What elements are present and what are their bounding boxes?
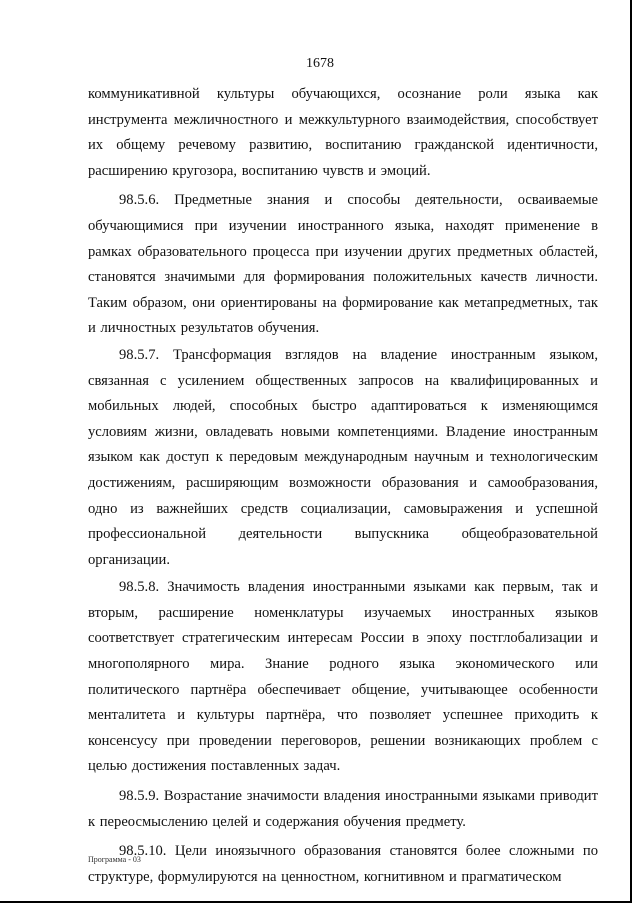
paragraph-continuation: коммуникативной культуры обучающихся, осознание роли языка как инструмента межличностного и межкультурного взаимодействия, способствует их общему речевому развитию, воспитанию гражданской идентичности, расширению кругозора, воспитанию чувств и эмоций. <box>88 86 598 179</box>
paragraph-98-5-10: 98.5.10. Цели иноязычного образования становятся более сложными по структуре, формулируются на ценностном, когнитивном и прагматическом <box>88 843 598 885</box>
paragraph-98-5-7: 98.5.7. Трансформация взглядов на владение иностранным языком, связанная с усилением общественных запросов на квалифицированных и мобильных людей, способных быстро адаптироваться к изменяющимся условиям жизни, овладевать новыми компетенциями. Владение иностранным языком как доступ к передовым международным научным и технологическим достижениям, расширяющим возможности образования и самообразования, одно из важнейших средств социализации, самовыражения и успешной профессиональной деятельности выпускника общеобразовательной организации. <box>88 346 598 568</box>
footer-label: Программа - 03 <box>88 855 141 864</box>
paragraph-98-5-8: 98.5.8. Значимость владения иностранными языками как первым, так и вторым, расширение номенклатуры изучаемых иностранных языков соответствует стратегическим интересам России в эпоху постглобализации и многополярного мира. Знание родного языка экономического или политического партнёра обеспечивает общение, учитывающее особенности менталитета и культуры партнёра, что позволяет успешнее приходить к консенсусу при проведении переговоров, решении возникающих проблем с целью достижения поставленных задач. <box>88 579 598 775</box>
paragraph-98-5-6: 98.5.6. Предметные знания и способы деятельности, осваиваемые обучающимися при изучении иностранного языка, находят применение в рамках образовательного процесса при изучении других предметных областей, становятся значимыми для формирования положительных качеств личности. Таким образом, они ориентированы на формирование как метапредметных, так и личностных результатов обучения. <box>88 192 598 337</box>
document-body <box>88 82 598 893</box>
page-number: 1678 <box>306 56 334 71</box>
paragraph-98-5-9: 98.5.9. Возрастание значимости владения иностранными языками приводит к переосмыслению целей и содержания обучения предмету. <box>88 788 598 830</box>
